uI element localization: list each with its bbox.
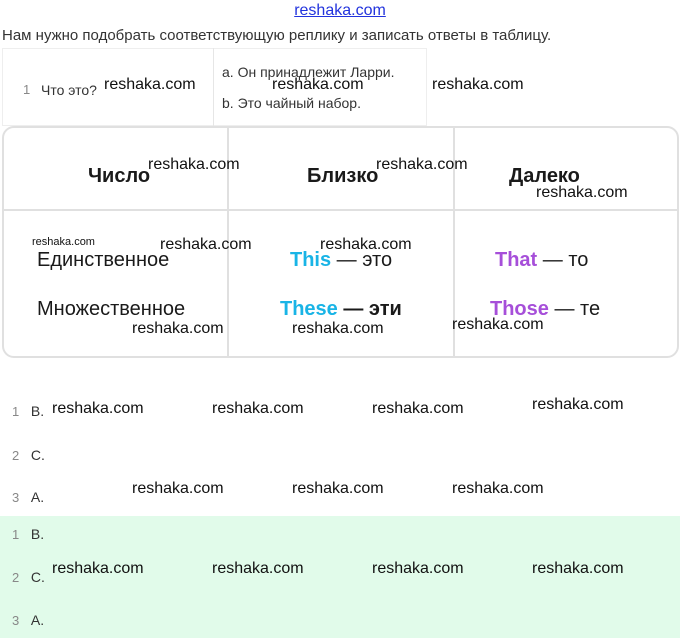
watermark: reshaka.com xyxy=(320,236,412,253)
question-text: Что это? xyxy=(41,82,97,98)
watermark: reshaka.com xyxy=(532,396,624,413)
watermark: reshaka.com xyxy=(132,480,224,497)
answer-letter: B. xyxy=(30,526,45,542)
watermark: reshaka.com xyxy=(212,400,304,417)
answer-letter: B. xyxy=(30,403,45,419)
answer-row-highlighted xyxy=(12,612,44,628)
watermark: reshaka.com xyxy=(376,156,468,173)
answer-number: 2 xyxy=(12,448,20,463)
watermark: reshaka.com xyxy=(372,560,464,577)
answer-letter: A. xyxy=(30,489,45,505)
watermark: reshaka.com xyxy=(32,236,95,248)
answer-row xyxy=(12,489,44,505)
answer-number: 3 xyxy=(12,490,20,505)
question-option-b: b. Это чайный набор. xyxy=(222,95,361,111)
watermark: reshaka.com xyxy=(272,76,364,93)
row-label-singular: Единственное xyxy=(37,249,170,271)
watermark: reshaka.com xyxy=(532,560,624,577)
site-header-link[interactable]: reshaka.com xyxy=(294,2,386,19)
table-header-near: Близко xyxy=(307,165,379,187)
answer-letter: C. xyxy=(30,569,45,585)
question-option-a: a. Он принадлежит Ларри. xyxy=(222,64,395,80)
answer-number: 1 xyxy=(12,404,20,419)
watermark: reshaka.com xyxy=(148,156,240,173)
answer-row xyxy=(12,403,44,419)
pronoun-those: Those xyxy=(490,298,549,320)
answer-letter: A. xyxy=(30,612,45,628)
pronoun-that: That xyxy=(495,249,538,271)
watermark: reshaka.com xyxy=(160,236,252,253)
cell-singular-far xyxy=(495,249,588,272)
table-header-number: Число xyxy=(88,165,151,187)
row-label-plural: Множественное xyxy=(37,298,186,320)
translation-this: — это xyxy=(331,249,393,271)
question-divider xyxy=(213,48,214,126)
task-instruction: Нам нужно подобрать соответствующую реплику и записать ответы в таблицу. xyxy=(2,27,552,44)
watermark: reshaka.com xyxy=(212,560,304,577)
pronoun-this: This xyxy=(290,249,332,271)
watermark: reshaka.com xyxy=(536,184,628,201)
answer-letter: C. xyxy=(30,447,45,463)
watermark: reshaka.com xyxy=(52,400,144,417)
table-row-divider xyxy=(2,209,679,211)
answer-number: 2 xyxy=(12,570,20,585)
answer-row-highlighted xyxy=(12,569,45,585)
question-number: 1 xyxy=(23,82,31,97)
answer-row xyxy=(12,447,45,463)
watermark: reshaka.com xyxy=(292,320,384,337)
watermark: reshaka.com xyxy=(452,480,544,497)
watermark: reshaka.com xyxy=(372,400,464,417)
watermark: reshaka.com xyxy=(104,76,196,93)
translation-that: — то xyxy=(537,249,589,271)
cell-plural-near xyxy=(280,298,402,321)
pronoun-these: These xyxy=(280,298,338,320)
answer-row-highlighted xyxy=(12,526,44,542)
translation-those: — те xyxy=(548,298,601,320)
answer-number: 1 xyxy=(12,527,20,542)
answer-number: 3 xyxy=(12,613,20,628)
watermark: reshaka.com xyxy=(292,480,384,497)
watermark: reshaka.com xyxy=(432,76,524,93)
watermark: reshaka.com xyxy=(132,320,224,337)
watermark: reshaka.com xyxy=(452,316,544,333)
translation-these: — эти xyxy=(337,298,402,320)
watermark: reshaka.com xyxy=(52,560,144,577)
table-header-far: Далеко xyxy=(509,165,580,187)
